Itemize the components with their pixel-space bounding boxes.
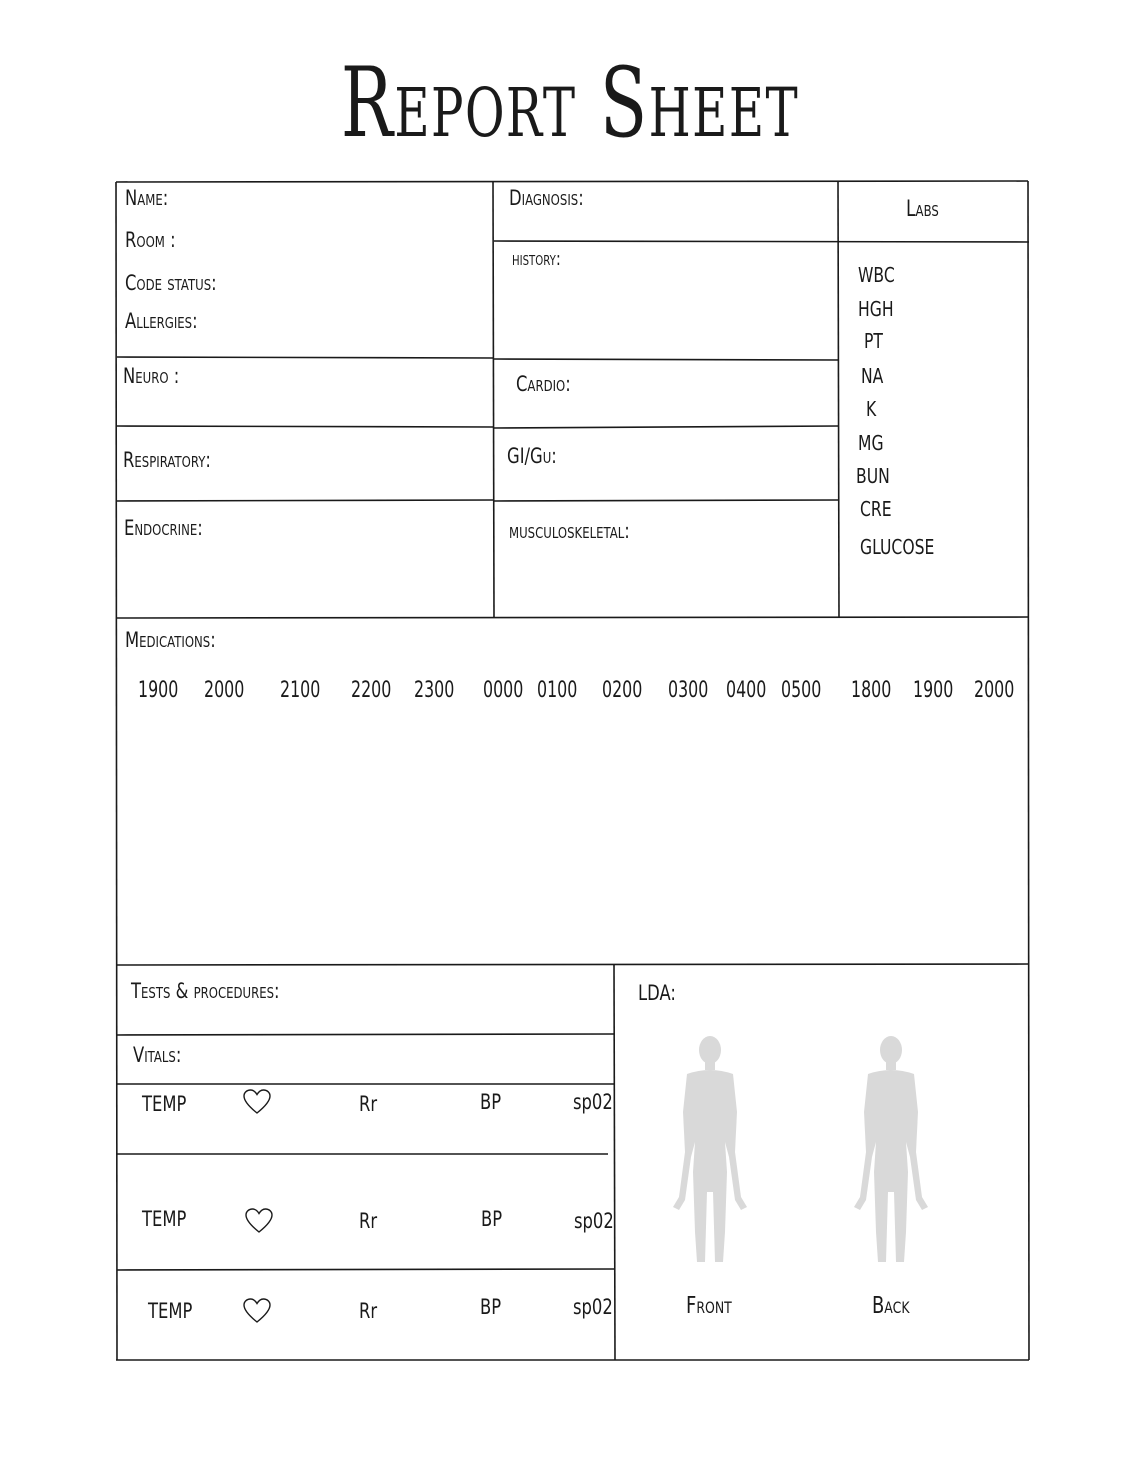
cardio-label: Cardio:	[516, 372, 571, 396]
vitals-label: Vitals:	[133, 1043, 182, 1067]
lab-item: GLUCOSE	[860, 535, 935, 559]
diagnosis-label: Diagnosis:	[509, 186, 584, 210]
lab-item: BUN	[856, 464, 890, 488]
lab-item: PT	[864, 329, 883, 353]
lab-item: WBC	[858, 263, 895, 287]
vitals-bp: BP	[480, 1295, 502, 1319]
med-time: 2200	[351, 678, 392, 703]
vitals-bp: BP	[481, 1207, 503, 1231]
lda-label: LDA:	[638, 981, 676, 1005]
code-status-label: Code status:	[125, 271, 217, 295]
name-label: Name:	[125, 186, 169, 210]
allergies-label: Allergies:	[125, 309, 198, 333]
vitals-temp: TEMP	[148, 1299, 193, 1323]
body-back-figure	[846, 1032, 936, 1272]
lab-item: MG	[858, 431, 884, 455]
respiratory-label: Respiratory:	[123, 448, 211, 472]
med-time: 2100	[280, 678, 321, 703]
medications-label: Medications:	[125, 628, 216, 652]
med-time: 1900	[913, 678, 954, 703]
vitals-temp: TEMP	[142, 1092, 187, 1116]
lab-item: K	[866, 397, 877, 421]
med-time: 0500	[781, 678, 822, 703]
musculoskeletal-label: musculoskeletal:	[509, 519, 630, 543]
vitals-rr: Rr	[359, 1209, 378, 1233]
neuro-label: Neuro :	[123, 364, 180, 388]
gi-gu-label: GI/Gu:	[507, 444, 557, 468]
room-label: Room :	[125, 228, 176, 252]
vitals-bp: BP	[480, 1090, 502, 1114]
lab-item: HGH	[858, 297, 894, 321]
heart-icon	[243, 1298, 271, 1324]
med-time: 0300	[668, 678, 709, 703]
endocrine-label: Endocrine:	[124, 516, 203, 540]
vitals-spo2: sp02	[573, 1090, 613, 1114]
history-label: history:	[512, 248, 561, 270]
vitals-spo2: sp02	[574, 1209, 614, 1233]
med-time: 1900	[138, 678, 179, 703]
med-time: 2000	[974, 678, 1015, 703]
heart-icon	[245, 1208, 273, 1234]
med-time: 2000	[204, 678, 245, 703]
tests-procedures-label: Tests & procedures:	[131, 979, 280, 1003]
med-time: 0400	[726, 678, 767, 703]
body-front-figure	[665, 1032, 755, 1272]
med-time: 0100	[537, 678, 578, 703]
vitals-rr: Rr	[359, 1092, 378, 1116]
labs-header: Labs	[906, 197, 939, 222]
vitals-rr: Rr	[359, 1299, 378, 1323]
front-label: Front	[686, 1293, 732, 1319]
lab-item: CRE	[860, 497, 892, 521]
vitals-temp: TEMP	[142, 1207, 187, 1231]
page-title: Report Sheet	[340, 47, 800, 159]
med-time: 1800	[851, 678, 892, 703]
lab-item: NA	[861, 364, 884, 388]
med-time: 2300	[414, 678, 455, 703]
med-time: 0000	[483, 678, 524, 703]
heart-icon	[243, 1089, 271, 1115]
med-time: 0200	[602, 678, 643, 703]
vitals-spo2: sp02	[573, 1295, 613, 1319]
back-label: Back	[872, 1293, 910, 1319]
